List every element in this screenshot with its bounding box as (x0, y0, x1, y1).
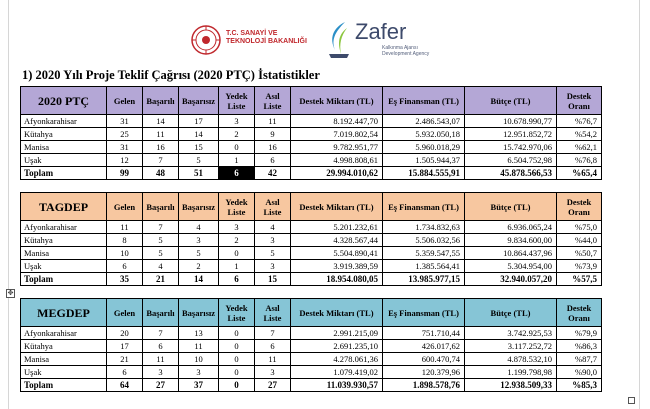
total-label: Toplam (21, 273, 107, 286)
province-name: Uşak (21, 154, 107, 167)
table-cell: 5 (255, 247, 291, 260)
table-cell: 2.691.235,10 (291, 340, 383, 353)
column-header: Asıl Liste (255, 193, 291, 221)
table-cell: %54,2 (557, 128, 602, 141)
column-header: Bütçe (TL) (465, 193, 557, 221)
table-cell: 7 (143, 221, 179, 234)
column-header: Yedek Liste (219, 193, 255, 221)
table-cell: 42 (255, 167, 291, 180)
province-name: Afyonkarahisar (21, 221, 107, 234)
table-cell: 6 (107, 260, 143, 273)
table-cell: 3 (255, 234, 291, 247)
province-name: Manisa (21, 353, 107, 366)
table-cell: 6 (219, 167, 255, 180)
table-cell: 21 (143, 273, 179, 286)
ministry-seal-icon (190, 24, 222, 56)
column-header: Eş Finansman (TL) (383, 299, 465, 327)
table-cell: 11 (179, 340, 219, 353)
table-cell: 6 (219, 273, 255, 286)
agency-subtitle (382, 45, 442, 57)
column-header: Destek Miktarı (TL) (291, 87, 383, 115)
table-header-row (21, 87, 602, 115)
table-cell: %85,3 (557, 379, 602, 392)
table-cell: 10.864.437,96 (465, 247, 557, 260)
table-cell: 3.117.252,72 (465, 340, 557, 353)
province-name: Manisa (21, 247, 107, 260)
table-cell: 1.199.798,98 (465, 366, 557, 379)
table-cell: 1.385.564,41 (383, 260, 465, 273)
table-cell: 37 (179, 379, 219, 392)
province-name: Kütahya (21, 234, 107, 247)
table-cell: 27 (143, 379, 179, 392)
table-row (21, 115, 602, 128)
table-cell: 17 (179, 115, 219, 128)
table-row (21, 366, 602, 379)
table-cell: 11 (143, 128, 179, 141)
table-cell: 21 (107, 353, 143, 366)
column-header: Bütçe (TL) (465, 87, 557, 115)
table-cell: 7 (143, 327, 179, 340)
stats-table-megdep (20, 298, 602, 392)
table-cell: 5.504.890,41 (291, 247, 383, 260)
table-cell: 9.782.951,77 (291, 141, 383, 154)
province-name: Kütahya (21, 128, 107, 141)
table-cell: 0 (219, 366, 255, 379)
table-cell: 4 (255, 221, 291, 234)
table-cell: 6.504.752,98 (465, 154, 557, 167)
ministry-logo (190, 18, 320, 64)
table-cell: 12.951.852,72 (465, 128, 557, 141)
program-name: TAGDEP (21, 193, 107, 221)
table-cell: 5.932.050,18 (383, 128, 465, 141)
ministry-line-2: TEKNOLOJİ BAKANLIĞI (226, 38, 307, 45)
table-cell: 11 (255, 353, 291, 366)
table-row (21, 340, 602, 353)
province-name: Afyonkarahisar (21, 115, 107, 128)
program-name: MEGDEP (21, 299, 107, 327)
table-cell: 3 (255, 366, 291, 379)
table-row (21, 221, 602, 234)
table-cell: 14 (143, 115, 179, 128)
total-label: Toplam (21, 167, 107, 180)
column-header: Eş Finansman (TL) (383, 87, 465, 115)
table-cell: 35 (107, 273, 143, 286)
table-cell: 11 (107, 221, 143, 234)
table-cell: 2 (179, 260, 219, 273)
table-cell: 64 (107, 379, 143, 392)
table-cell: 0 (219, 247, 255, 260)
table-body (21, 327, 602, 392)
ministry-text (226, 30, 326, 46)
table-cell: 17 (107, 340, 143, 353)
table-row (21, 353, 602, 366)
table-header-row (21, 299, 602, 327)
column-header: Asıl Liste (255, 87, 291, 115)
province-name: Uşak (21, 260, 107, 273)
table-cell: 31 (107, 141, 143, 154)
table-cell: 5.201.232,61 (291, 221, 383, 234)
table-cell: 5 (179, 154, 219, 167)
table-cell: %87,7 (557, 353, 602, 366)
table-cell: 99 (107, 167, 143, 180)
table-cell: 7 (143, 154, 179, 167)
table-cell: 1 (219, 154, 255, 167)
table-cell: 15.742.970,06 (465, 141, 557, 154)
table-cell: 3 (143, 366, 179, 379)
column-header: Destek Miktarı (TL) (291, 193, 383, 221)
ministry-line-1: T.C. SANAYİ VE (226, 30, 278, 37)
table-body (21, 115, 602, 180)
table-cell: 3.742.925,53 (465, 327, 557, 340)
table-cell: 751.710,44 (383, 327, 465, 340)
table-cell: 4.878.532,10 (465, 353, 557, 366)
table-cell: %76,8 (557, 154, 602, 167)
table-row (21, 234, 602, 247)
table-cell: 11 (255, 115, 291, 128)
table-cell: 6 (143, 340, 179, 353)
table-body (21, 221, 602, 286)
table-cell: %90,0 (557, 366, 602, 379)
table-cell: 4.278.061,36 (291, 353, 383, 366)
table-cell: 0 (219, 340, 255, 353)
table-cell: 0 (219, 141, 255, 154)
table-cell: 6.936.065,24 (465, 221, 557, 234)
table-cell: 0 (219, 327, 255, 340)
table-cell: 32.940.057,20 (465, 273, 557, 286)
total-label: Toplam (21, 379, 107, 392)
table-cell: %76,7 (557, 115, 602, 128)
table-cell: 8.192.447,70 (291, 115, 383, 128)
table-cell: 51 (179, 167, 219, 180)
table-cell: %44,0 (557, 234, 602, 247)
table-cell: 13 (179, 327, 219, 340)
agency-name: Zafer (355, 19, 407, 44)
table-cell: 3 (219, 115, 255, 128)
table-cell: 12 (107, 154, 143, 167)
column-header: Destek Miktarı (TL) (291, 299, 383, 327)
table-cell: %50,7 (557, 247, 602, 260)
table-cell: 5 (143, 247, 179, 260)
province-name: Kütahya (21, 340, 107, 353)
table-cell: 1.734.832,63 (383, 221, 465, 234)
table-cell: 13.985.977,15 (383, 273, 465, 286)
table-cell: 18.954.080,05 (291, 273, 383, 286)
table-cell: 9.834.600,00 (465, 234, 557, 247)
column-header: Başarısız (179, 299, 219, 327)
total-row (21, 273, 602, 286)
agency-sub-line-1: Kalkınma Ajansı (382, 45, 418, 51)
table-cell: 4 (179, 221, 219, 234)
table-cell: 600.470,74 (383, 353, 465, 366)
table-cell: 10.678.990,77 (465, 115, 557, 128)
table-cell: 20 (107, 327, 143, 340)
program-name: 2020 PTÇ (21, 87, 107, 115)
agency-sub-line-2: Development Agency (382, 51, 430, 57)
table-cell: 1 (219, 260, 255, 273)
table-cell: 12.938.509,33 (465, 379, 557, 392)
column-header: Başarısız (179, 193, 219, 221)
table-cell: 15.884.555,91 (383, 167, 465, 180)
table-cell: 29.994.010,62 (291, 167, 383, 180)
table-cell: %86,3 (557, 340, 602, 353)
column-header: Destek Oranı (557, 193, 602, 221)
province-name: Afyonkarahisar (21, 327, 107, 340)
stats-table-2020-ptc (20, 86, 602, 180)
table-cell: 15 (179, 141, 219, 154)
table-cell: 5.960.018,29 (383, 141, 465, 154)
table-cell: 2 (219, 234, 255, 247)
table-cell: 9 (255, 128, 291, 141)
table-cell: 14 (179, 128, 219, 141)
column-header: Destek Oranı (557, 87, 602, 115)
table-cell: 8 (107, 234, 143, 247)
column-header: Başarılı (143, 87, 179, 115)
table-cell: 5.359.547,55 (383, 247, 465, 260)
table-resize-handle[interactable] (628, 397, 635, 404)
table-cell: 10 (107, 247, 143, 260)
column-header: Bütçe (TL) (465, 299, 557, 327)
table-cell: 15 (255, 273, 291, 286)
table-cell: 27 (255, 379, 291, 392)
table-cell: %62,1 (557, 141, 602, 154)
table-cell: 6 (255, 340, 291, 353)
table-cell: 3 (255, 260, 291, 273)
table-header-row (21, 193, 602, 221)
table-cell: 5 (143, 234, 179, 247)
table-cell: 7 (255, 327, 291, 340)
table-cell: 10 (179, 353, 219, 366)
table-row (21, 260, 602, 273)
table-cell: 5.506.032,56 (383, 234, 465, 247)
table-cell: 2.486.543,07 (383, 115, 465, 128)
province-name: Uşak (21, 366, 107, 379)
table-cell: 31 (107, 115, 143, 128)
table-row (21, 128, 602, 141)
table-cell: 5 (179, 247, 219, 260)
total-row (21, 379, 602, 392)
document-title: 1) 2020 Yılı Proje Teklif Çağrısı (2020 PTÇ) İstatistikler (22, 68, 320, 82)
column-header: Yedek Liste (219, 87, 255, 115)
column-header: Asıl Liste (255, 299, 291, 327)
table-cell: 0 (219, 353, 255, 366)
table-cell: 1.505.944,37 (383, 154, 465, 167)
column-header: Gelen (107, 299, 143, 327)
table-cell: %65,4 (557, 167, 602, 180)
column-header: Gelen (107, 193, 143, 221)
table-row (21, 141, 602, 154)
table-cell: 120.379,96 (383, 366, 465, 379)
table-cell: 3.919.389,59 (291, 260, 383, 273)
column-header: Destek Oranı (557, 299, 602, 327)
table-cell: 16 (143, 141, 179, 154)
table-cell: 4.998.808,61 (291, 154, 383, 167)
total-row (21, 167, 602, 180)
table-cell: %75,0 (557, 221, 602, 234)
column-header: Başarısız (179, 87, 219, 115)
table-cell: 11 (143, 353, 179, 366)
table-cell: %57,5 (557, 273, 602, 286)
table-cell: 45.878.566,53 (465, 167, 557, 180)
column-header: Gelen (107, 87, 143, 115)
table-cell: 6 (255, 154, 291, 167)
table-cell: 5.304.954,00 (465, 260, 557, 273)
table-row (21, 327, 602, 340)
table-cell: %73,9 (557, 260, 602, 273)
table-row (21, 154, 602, 167)
table-move-handle-icon[interactable]: ✥ (7, 289, 14, 297)
column-header: Eş Finansman (TL) (383, 193, 465, 221)
table-cell: 1.898.578,76 (383, 379, 465, 392)
table-cell: %79,9 (557, 327, 602, 340)
agency-mark-icon (325, 20, 351, 60)
table-cell: 25 (107, 128, 143, 141)
table-cell: 3 (219, 221, 255, 234)
province-name: Manisa (21, 141, 107, 154)
table-cell: 4 (143, 260, 179, 273)
table-cell: 11.039.930,57 (291, 379, 383, 392)
column-header: Başarılı (143, 299, 179, 327)
table-cell: 16 (255, 141, 291, 154)
table-cell: 2.991.215,09 (291, 327, 383, 340)
table-row (21, 247, 602, 260)
table-cell: 48 (143, 167, 179, 180)
table-cell: 3 (179, 234, 219, 247)
table-cell: 0 (219, 379, 255, 392)
stats-table-tagdep (20, 192, 602, 286)
agency-logo (325, 18, 435, 64)
table-cell: 4.328.567,44 (291, 234, 383, 247)
table-cell: 6 (107, 366, 143, 379)
table-cell: 2 (219, 128, 255, 141)
column-header: Başarılı (143, 193, 179, 221)
table-cell: 1.079.419,02 (291, 366, 383, 379)
table-cell: 3 (179, 366, 219, 379)
table-cell: 14 (179, 273, 219, 286)
table-cell: 426.017,62 (383, 340, 465, 353)
column-header: Yedek Liste (219, 299, 255, 327)
header-logos (190, 18, 430, 64)
table-cell: 7.019.802,54 (291, 128, 383, 141)
